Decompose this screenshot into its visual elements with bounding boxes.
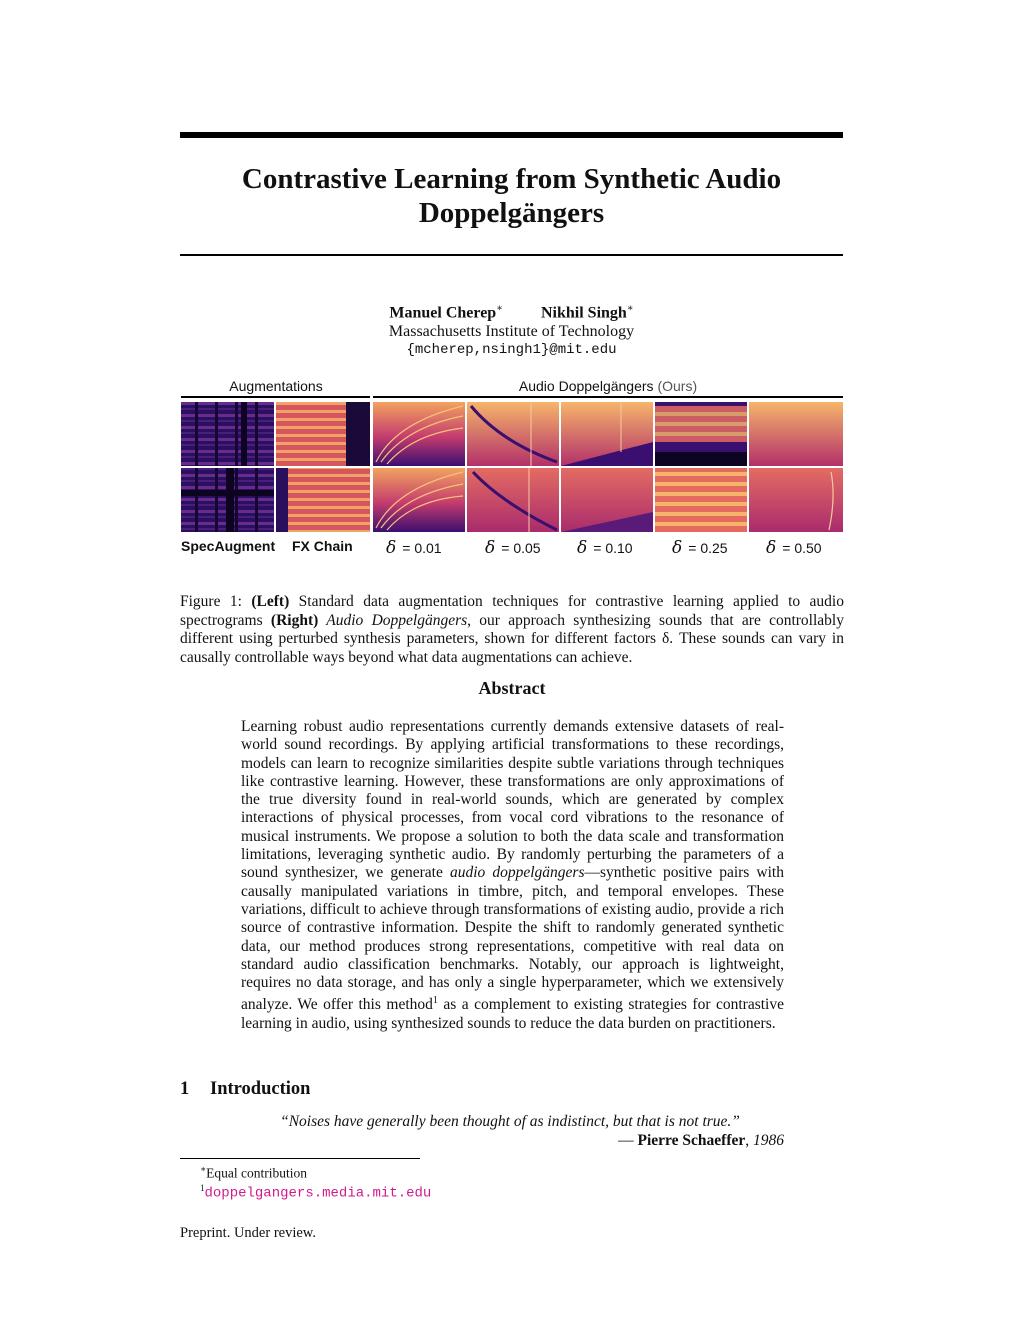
epigraph-attribution: — Pierre Schaeffer, 1986 (618, 1131, 784, 1149)
title-top-rule (180, 132, 843, 138)
footnote-website: $^1$doppelgangers.media.mit.edu (200, 1183, 432, 1202)
footnote-equal-contribution: ∗Equal contribution (200, 1164, 307, 1181)
affiliation: Massachusetts Institute of Technology (388, 323, 635, 341)
delta-label-0: δ = 0.01 (386, 538, 442, 558)
paper-title: Contrastive Learning from Synthetic Audio Doppelgängers (241, 163, 782, 229)
doppelganger-delta-001 (373, 402, 465, 532)
equal-contrib-mark: ∗ (496, 303, 503, 314)
delta-label-3: δ = 0.25 (672, 538, 728, 558)
specaugment-label: SpecAugment (181, 538, 276, 554)
title-bottom-rule (180, 254, 843, 256)
doppelgangers-header-rule (373, 396, 843, 398)
delta-label-1: δ = 0.05 (485, 538, 541, 558)
doppelganger-delta-005 (467, 402, 559, 532)
doppelgangers-header-sub: (Ours) (657, 378, 698, 394)
author-block (180, 299, 843, 360)
abstract-body: Learning robust audio representations currently demands extensive datasets of real-world sound recordings. By applying artificial transformations to these recordings, models can learn to recognize similarities despite subtle variations through techniques like contrastive learning. However, these transformations are only approximations of the true diversity found in real-world sounds, which are generated by complex interactions of physical processes, from vocal cord vibrations to the resonance of musical instruments. We propose a solution to both the data scale and transformation limitations, leveraging synthetic audio. By randomly perturbing the parameters of a sound synthesizer, we generate audio doppelgängers—synthetic positive pairs with causally manipulated variations in timbre, pitch, and temporal envelopes. These variations, difficult to achieve through transformations of existing audio, provide a rich source of contrastive information. Despite the shift to randomly generated synthetic data, our method produces strong representations, competitive with real data on standard audio classification benchmarks. Notably, our approach is lightweight, requires no data storage, and has only a single hyperparameter, which we extensively analyze. We offer this method$^1$ as a complement to existing strategies for contrastive learning in audio, using synthesized sounds to reduce the data burden on practitioners. (241, 718, 784, 1032)
fx-chain-spectrogram (276, 402, 370, 532)
delta-label-2: δ = 0.10 (577, 538, 633, 558)
augmentations-header: Augmentations (229, 378, 323, 394)
figure-caption: Figure 1: (Left) Standard data augmentation techniques for contrastive learning applied to audio spectrograms (Right) Audio Doppelgängers, our approach synthesizing sounds that are controllably different using perturbed synthesis parameters, shown for different factors δ. These sounds can vary in causally controllable ways beyond what data augmentations can achieve. (180, 593, 844, 666)
equal-contrib-mark: ∗ (626, 303, 634, 314)
delta-label-4: δ = 0.50 (766, 538, 822, 558)
section-heading: 1 Introduction (180, 1079, 311, 1099)
augmentations-header-rule (181, 396, 370, 398)
doppelganger-delta-025 (655, 402, 747, 532)
footnote-rule (180, 1158, 420, 1159)
epigraph-quote: “Noises have generally been thought of as indistinct, but that is not true.” (280, 1113, 740, 1130)
author-1: Manuel Cherep (389, 304, 497, 322)
doppelgangers-header-main: Audio Doppelgängers (518, 378, 654, 394)
doppelganger-delta-010 (561, 402, 653, 532)
author-email: {mcherep,nsingh1}@mit.edu (406, 342, 617, 359)
preprint-note: Preprint. Under review. (180, 1225, 316, 1241)
spectrogram-figure (181, 402, 843, 532)
website-link[interactable]: doppelgangers.media.mit.edu (204, 1185, 432, 1202)
abstract-heading: Abstract (478, 678, 546, 698)
specaugment-spectrogram (181, 402, 274, 532)
epigraph (180, 1113, 784, 1150)
doppelganger-delta-050 (749, 402, 843, 532)
doppelgangers-header (373, 378, 843, 394)
author-2: Nikhil Singh (540, 304, 627, 322)
fx-chain-label: FX Chain (292, 538, 353, 554)
